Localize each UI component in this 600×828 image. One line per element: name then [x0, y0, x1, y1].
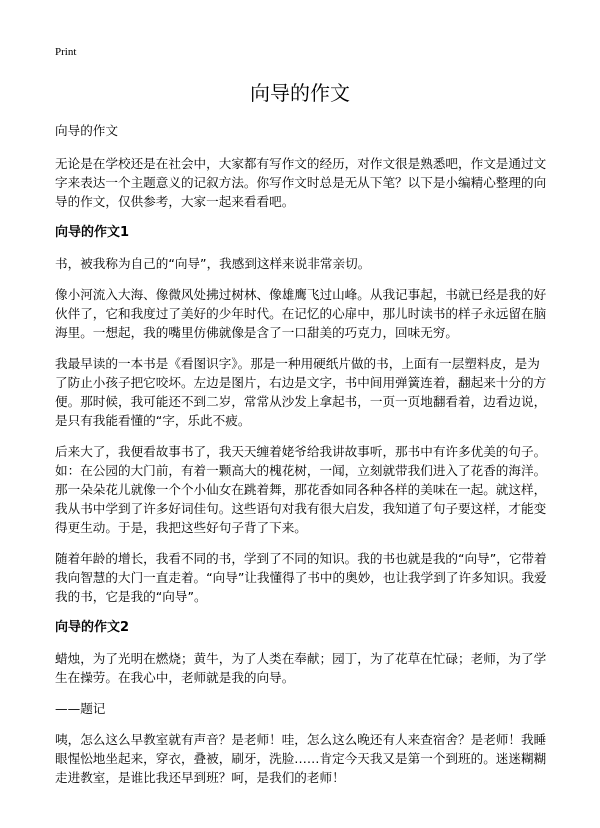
paragraph: 后来大了，我便看故事书了，我天天缠着姥爷给我讲故事听，那书中有许多优美的句子。如：在公园的大门前，有着一颗高大的槐花树，一闻，立刻就带我们进入了花香的海洋。那一朵朵花儿就像一个个小仙女在跳着舞，那花香如同各种各样的美味在一起。就这样，我从书中学到了许多好词佳句。这些语句对我有很大启发，我知道了句子要这样，才能变得更生动。于是，我把这些好句子背了下来。 [55, 444, 547, 535]
print-link[interactable]: Print [55, 46, 77, 58]
article-body [55, 121, 547, 799]
paragraph: 我最早读的一本书是《看图识字》。那是一种用硬纸片做的书，上面有一层塑料皮，是为了防止小孩子把它咬坏。左边是图片，右边是文字，书中间用弹簧连着，翻起来十分的方便。那时候，我可能还不到二岁，常常从沙发上拿起书，一页一页地翻看着，边看边说，是只有我能看懂的“字，乐此不疲。 [55, 356, 547, 428]
paragraph: 书，被我称为自己的“向导”，我感到这样来说非常亲切。 [55, 256, 371, 271]
paragraph: 蜡烛，为了光明在燃烧；黄牛，为了人类在奉献；园丁，为了花草在忙碌；老师，为了学生在操劳。在我心中，老师就是我的向导。 [55, 651, 547, 685]
section-heading: 向导的作文1 [55, 225, 130, 240]
intro-paragraph: 无论是在学校还是在社会中，大家都有写作文的经历，对作文很是熟悉吧，作文是通过文字来表达一个主题意义的记叙方法。你写作文时总是无从下笔？以下是小编精心整理的向导的作文，仅供参考，大家一起来看看吧。 [55, 156, 547, 209]
paragraph: 像小河流入大海、像微风处拂过树林、像雄鹰飞过山峰。从我记事起，书就已经是我的好伙伴了，它和我度过了美好的少年时代。在记忆的心扉中，那儿时读书的样子永远留在脑海里。一想起，我的嘴里仿佛就像是含了一口甜美的巧克力，回味无穷。 [55, 287, 547, 340]
page-title: 向导的作文 [250, 81, 350, 105]
epigraph-attribution: ——题记 [55, 701, 106, 716]
paragraph: 随着年龄的增长，我看不同的书，学到了不同的知识。我的书也就是我的“向导”，它带着我向智慧的大门一直走着。“向导”让我懂得了书中的奥妙，也让我学到了许多知识。我爱我的书，它是我的“向导”。 [55, 551, 547, 604]
section-heading: 向导的作文2 [55, 620, 130, 635]
paragraph: 咦，怎么这么早教室就有声音？是老师！哇，怎么这么晚还有人来查宿舍？是老师！我睡眼惺忪地坐起来，穿衣，叠被，刷牙，洗脸……肯定今天我又是第一个到班的。迷迷糊糊走进教室，是谁比我还早到班？呵，是我们的老师！ [55, 732, 547, 785]
article-subtitle: 向导的作文 [55, 123, 118, 138]
